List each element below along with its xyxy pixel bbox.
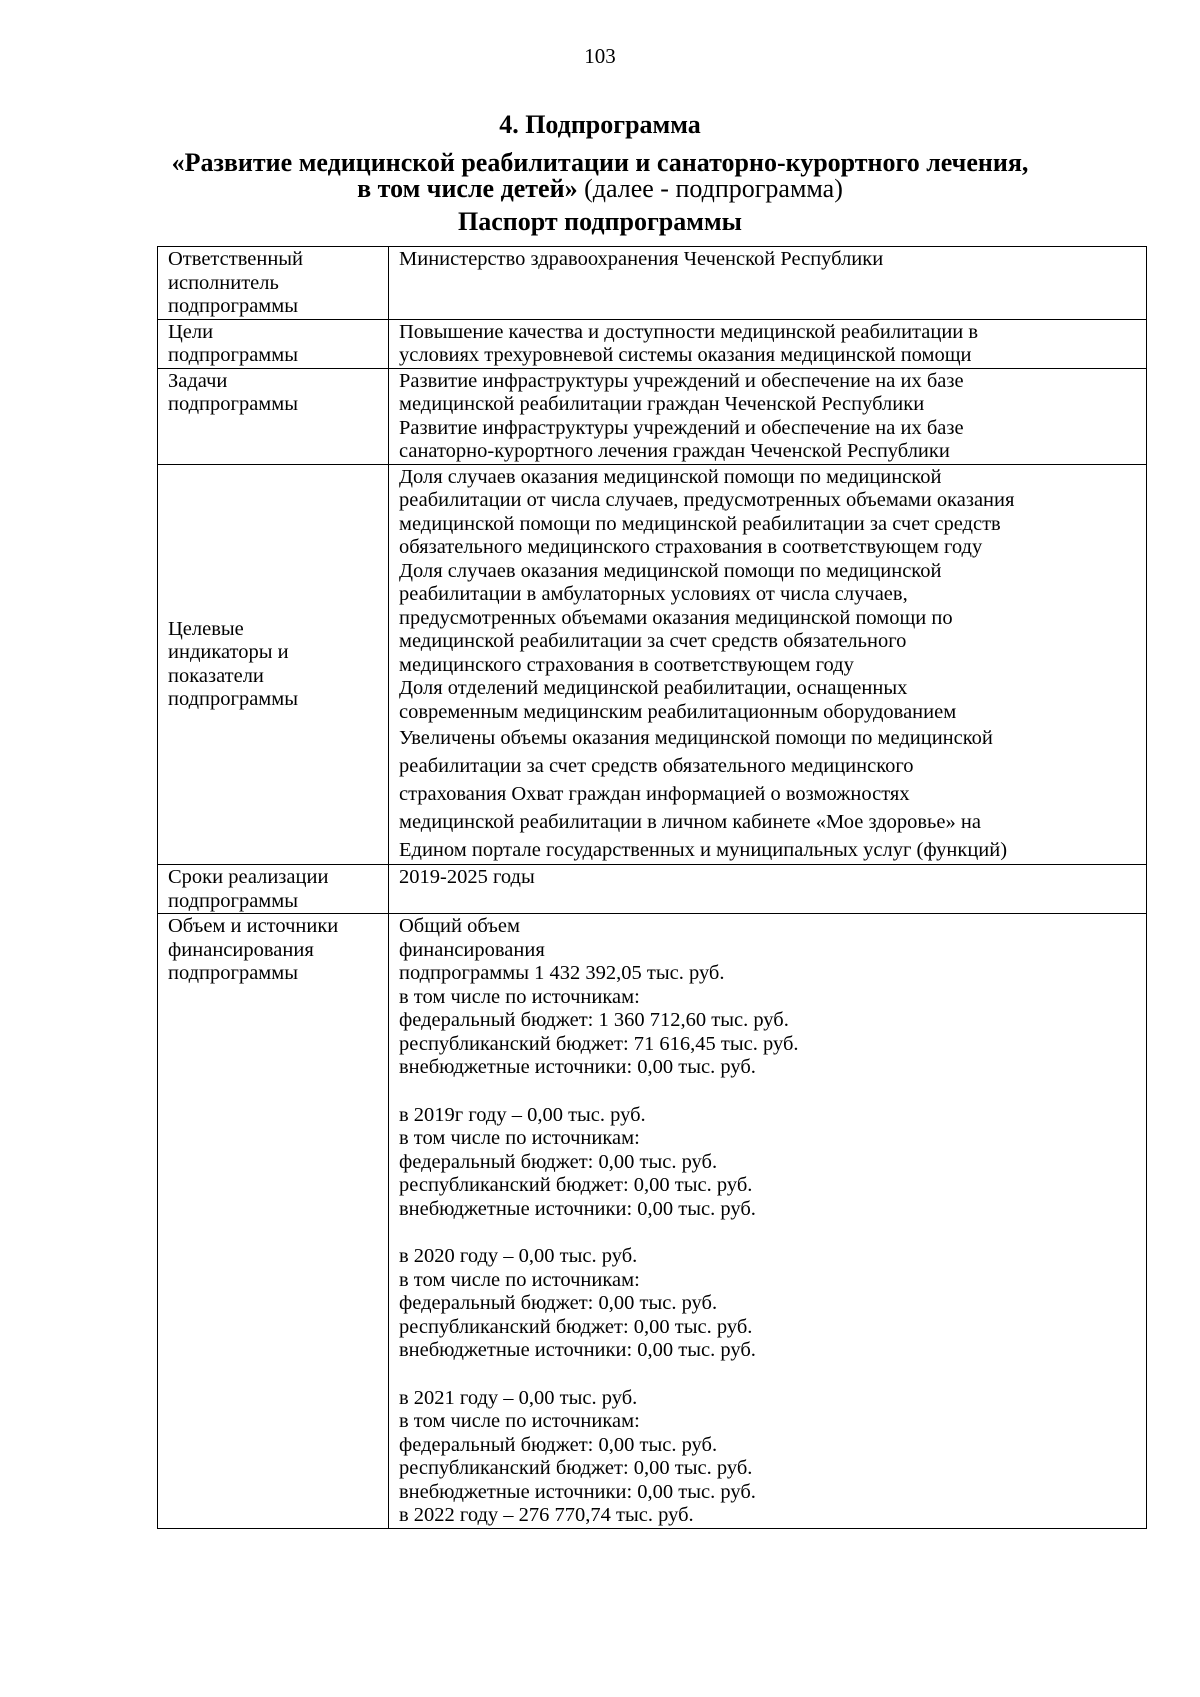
- text-line: в 2022 году – 276 770,74 тыс. руб.: [399, 1504, 694, 1526]
- funding-total: [399, 915, 1136, 1080]
- text-line: Увеличены объемы оказания медицинской помощи по медицинской: [399, 727, 993, 749]
- text-line: реабилитации от числа случаев, предусмотренных объемами оказания: [399, 489, 1015, 511]
- row-tasks: [158, 368, 1147, 464]
- text-line: медицинской реабилитации за счет средств обязательного: [399, 630, 907, 652]
- text-line: финансирования: [399, 938, 545, 961]
- text-line: предусмотренных объемами оказания медицинской помощи по: [399, 606, 953, 629]
- row-terms: [158, 865, 1147, 914]
- text-line: показатели: [168, 664, 264, 687]
- text-line: в 2020 году – 0,00 тыс. руб.: [399, 1245, 638, 1267]
- text-line: Министерство здравоохранения Чеченской Республики: [399, 248, 884, 270]
- text-line: обязательного медицинского страхования в соответствующем году: [399, 536, 983, 558]
- text-line: в том числе по источникам:: [399, 1127, 640, 1149]
- subtitle-line-1: «Развитие медицинской реабилитации и санаторно-курортного лечения,: [171, 148, 1029, 177]
- label-cell: [158, 914, 389, 1529]
- label-cell: [158, 247, 389, 320]
- text-line: республиканский бюджет: 0,00 тыс. руб.: [399, 1457, 753, 1479]
- text-line: внебюджетные источники: 0,00 тыс. руб.: [399, 1056, 756, 1078]
- text-line: Целевые: [168, 617, 244, 640]
- value-cell: [389, 865, 1147, 914]
- subprogram-subtitle: [0, 150, 1200, 202]
- page-number: 103: [584, 44, 616, 68]
- text-line: федеральный бюджет: 0,00 тыс. руб.: [399, 1292, 718, 1314]
- text-line: современным медицинским реабилитационным оборудованием: [399, 700, 957, 723]
- row-indicators: [158, 464, 1147, 865]
- subtitle-line-2: [0, 176, 1200, 202]
- text-line: внебюджетные источники: 0,00 тыс. руб.: [399, 1339, 756, 1361]
- text-line: федеральный бюджет: 0,00 тыс. руб.: [399, 1150, 718, 1173]
- text-line: Общий объем: [399, 915, 520, 937]
- text-line: подпрограммы: [168, 889, 299, 912]
- text-line: Развитие инфраструктуры учреждений и обеспечение на их базе: [399, 369, 964, 392]
- text-line: Задачи: [168, 369, 228, 392]
- value-cell: [389, 247, 1147, 320]
- row-goals: [158, 319, 1147, 368]
- text-line: в том числе по источникам:: [399, 1268, 640, 1291]
- text-line: индикаторы и: [168, 641, 289, 664]
- funding-2019: [399, 1104, 1136, 1222]
- text-line: страхования Охват граждан информацией о возможностях: [399, 783, 910, 805]
- funding-2020: [399, 1245, 1136, 1363]
- subtitle-bold-part: в том числе детей»: [357, 174, 578, 203]
- text-line: реабилитации в амбулаторных условиях от числа случаев,: [399, 583, 908, 605]
- row-funding: [158, 914, 1147, 1529]
- row-responsible: [158, 247, 1147, 320]
- text-line: условиях трехуровневой системы оказания медицинской помощи: [399, 344, 972, 366]
- text-line: республиканский бюджет: 0,00 тыс. руб.: [399, 1315, 753, 1338]
- label-cell: [158, 464, 389, 865]
- text-line: республиканский бюджет: 71 616,45 тыс. руб.: [399, 1032, 799, 1055]
- indicators-list: [399, 466, 1136, 725]
- text-line: Повышение качества и доступности медицинской реабилитации в: [399, 320, 979, 343]
- value-cell: [389, 368, 1147, 464]
- label-cell: [158, 319, 389, 368]
- text-line: исполнитель: [168, 271, 279, 294]
- indicators-list-loose: [399, 724, 1136, 864]
- text-line: подпрограммы: [168, 688, 299, 711]
- label-cell: [158, 368, 389, 464]
- text-line: Развитие инфраструктуры учреждений и обеспечение на их базе: [399, 416, 964, 439]
- value-cell: [389, 319, 1147, 368]
- text-line: Доля случаев оказания медицинской помощи по медицинской: [399, 465, 942, 488]
- text-line: медицинской реабилитации граждан Чеченской Республики: [399, 393, 925, 415]
- value-cell: [389, 914, 1147, 1529]
- label-cell: [158, 865, 389, 914]
- passport-table: [157, 246, 1147, 1529]
- text-line: финансирования: [168, 938, 314, 961]
- text-line: в том числе по источникам:: [399, 1410, 640, 1432]
- text-line: реабилитации за счет средств обязательного медицинского: [399, 755, 914, 777]
- text-line: 2019-2025 годы: [399, 866, 535, 888]
- text-line: подпрограммы: [168, 344, 299, 366]
- passport-title: Паспорт подпрограммы: [458, 207, 742, 236]
- text-line: подпрограммы: [168, 295, 299, 317]
- text-line: Цели: [168, 320, 214, 343]
- text-line: подпрограммы: [168, 962, 299, 984]
- subprogram-title: 4. Подпрограмма: [499, 110, 701, 139]
- text-line: федеральный бюджет: 0,00 тыс. руб.: [399, 1433, 718, 1456]
- text-line: Едином портале государственных и муниципальных услуг (функций): [399, 839, 1008, 861]
- text-line: санаторно-курортного лечения граждан Чеченской Республики: [399, 440, 950, 462]
- text-line: в 2021 году – 0,00 тыс. руб.: [399, 1386, 638, 1409]
- text-line: в том числе по источникам:: [399, 985, 640, 1008]
- subtitle-normal-part: (далее - подпрограмма): [577, 174, 843, 203]
- text-line: внебюджетные источники: 0,00 тыс. руб.: [399, 1480, 756, 1503]
- text-line: Доля случаев оказания медицинской помощи по медицинской: [399, 559, 942, 582]
- text-line: подпрограммы: [168, 393, 299, 415]
- text-line: Объем и источники: [168, 915, 339, 937]
- text-line: в 2019г году – 0,00 тыс. руб.: [399, 1103, 646, 1126]
- text-line: Доля отделений медицинской реабилитации, оснащенных: [399, 677, 908, 699]
- text-line: федеральный бюджет: 1 360 712,60 тыс. руб.: [399, 1009, 789, 1031]
- value-cell: [389, 464, 1147, 865]
- text-line: Ответственный: [168, 248, 304, 270]
- text-line: медицинской реабилитации в личном кабинете «Мое здоровье» на: [399, 811, 981, 833]
- text-line: медицинской помощи по медицинской реабилитации за счет средств: [399, 512, 1001, 535]
- text-line: республиканский бюджет: 0,00 тыс. руб.: [399, 1174, 753, 1196]
- text-line: подпрограммы 1 432 392,05 тыс. руб.: [399, 962, 725, 984]
- text-line: медицинского страхования в соответствующем году: [399, 653, 854, 676]
- text-line: внебюджетные источники: 0,00 тыс. руб.: [399, 1197, 756, 1220]
- funding-2021: [399, 1387, 1136, 1528]
- text-line: Сроки реализации: [168, 866, 329, 888]
